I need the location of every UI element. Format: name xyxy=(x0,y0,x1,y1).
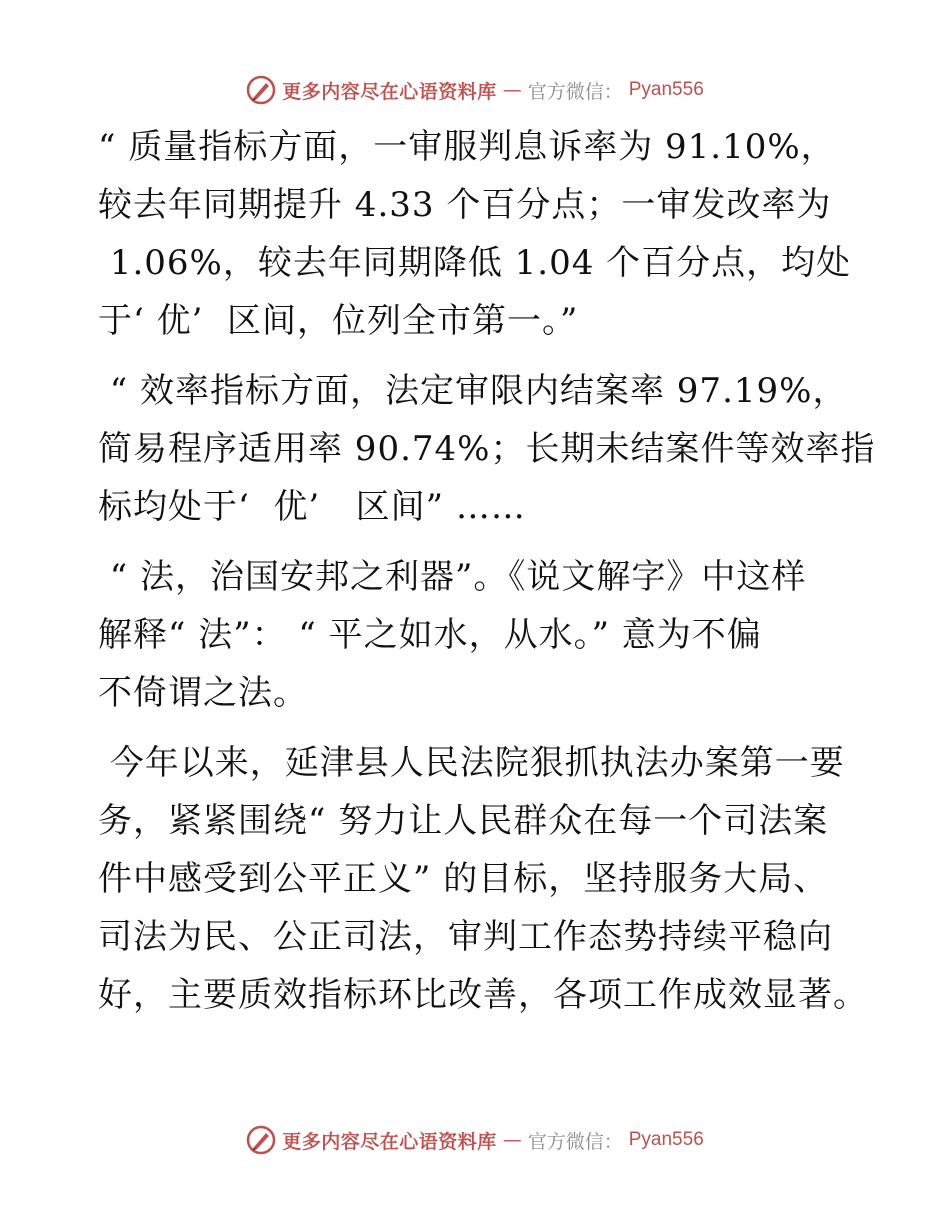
watermark-separator: — xyxy=(502,79,522,101)
text-line: 件中感受到公平正义” 的目标，坚持服务大局、 xyxy=(98,859,829,899)
text-line: 司法为民、公正司法，审判工作态势持续平稳向 xyxy=(98,917,833,957)
text-line: 解释“ 法”： “ 平之如水，从水。” 意为不偏 xyxy=(98,615,762,655)
header-watermark xyxy=(0,70,950,110)
text-line: 较去年同期提升 4.33 个百分点；一审发改率为 xyxy=(98,185,832,225)
text-line: 1.06%，较去年同期降低 1.04 个百分点，均处 xyxy=(98,243,852,283)
watermark-separator: — xyxy=(502,1129,522,1151)
footer-watermark xyxy=(0,1120,950,1160)
text-line: 今年以来，延津县人民法院狠抓执法办案第一要 xyxy=(98,743,845,783)
watermark-main-text: 更多内容尽在心语资料库 xyxy=(282,1130,497,1153)
watermark-main-text: 更多内容尽在心语资料库 xyxy=(282,80,497,103)
text-line: “ 法，治国安邦之利器”。《说文解字》中这样 xyxy=(98,557,807,597)
watermark-label: 官方微信： xyxy=(527,1130,623,1153)
paragraph-efficiency-indicators xyxy=(98,362,876,536)
text-line: 于‘ 优’ 区间，位列全市第一。” xyxy=(98,301,579,341)
text-line: 标均处于‘ 优’ 区间” …… xyxy=(98,487,526,527)
watermark-account: Pyan556 xyxy=(628,1129,704,1150)
text-line: 不倚谓之法。 xyxy=(98,673,308,713)
quill-pen-circle-icon xyxy=(246,75,276,105)
paragraph-law-definition xyxy=(98,548,858,722)
text-line: 务，紧紧围绕“ 努力让人民群众在每一个司法案 xyxy=(98,801,829,841)
paragraph-court-work xyxy=(98,734,868,1024)
watermark-label: 官方微信： xyxy=(527,80,623,103)
text-line: 简易程序适用率 90.74%；长期未结案件等效率指 xyxy=(98,429,876,469)
text-line: “ 质量指标方面，一审服判息诉率为 91.10%， xyxy=(98,127,836,167)
text-line: “ 效率指标方面，法定审限内结案率 97.19%， xyxy=(98,371,848,411)
watermark-account: Pyan556 xyxy=(628,79,704,100)
text-line: 好，主要质效指标环比改善，各项工作成效显著。 xyxy=(98,975,868,1015)
paragraph-quality-indicators xyxy=(98,118,858,350)
quill-pen-circle-icon xyxy=(246,1125,276,1155)
document-body xyxy=(98,118,876,1036)
